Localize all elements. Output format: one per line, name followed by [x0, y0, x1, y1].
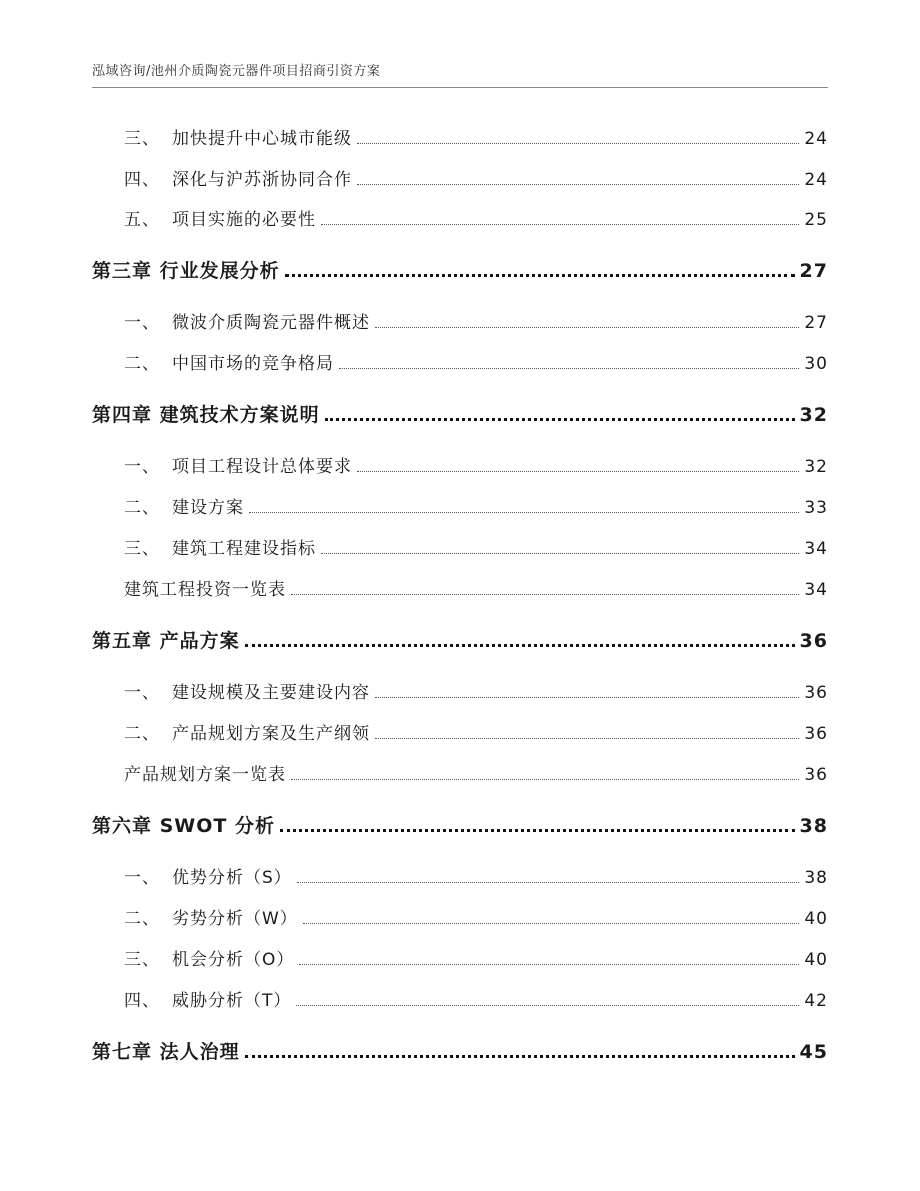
toc-page-number: 36 — [799, 630, 828, 652]
dot-leader — [357, 470, 799, 472]
toc-entry-label: 加快提升中心城市能级 — [172, 129, 352, 149]
toc-entry-title — [124, 205, 318, 230]
toc-page-number: 36 — [804, 765, 828, 785]
dot-leader — [280, 828, 795, 832]
toc-entry-title — [124, 308, 372, 333]
toc-entry-title — [92, 1037, 242, 1064]
toc-section-entry[interactable] — [124, 165, 828, 190]
toc-entry-title — [124, 986, 293, 1011]
toc-page-number: 38 — [799, 815, 828, 837]
toc-page-number: 33 — [804, 498, 828, 518]
dot-leader — [321, 223, 799, 225]
toc-page-number: 40 — [804, 950, 828, 970]
toc-entry-title — [124, 493, 246, 518]
toc-page-number: 32 — [804, 457, 828, 477]
toc-section-entry[interactable] — [124, 678, 828, 703]
toc-entry-number: 三、 — [124, 129, 160, 149]
toc-entry-label: 产品规划方案及生产纲领 — [172, 724, 370, 744]
toc-entry-label: 深化与沪苏浙协同合作 — [172, 170, 352, 190]
toc-chapter-entry[interactable] — [92, 626, 828, 653]
toc-entry-label: 第四章 建筑技术方案说明 — [92, 404, 320, 426]
toc-page-number: 36 — [804, 724, 828, 744]
toc-entry-title — [124, 945, 296, 970]
toc-page-number: 27 — [799, 260, 828, 282]
toc-page-number: 40 — [804, 909, 828, 929]
dot-leader — [339, 367, 799, 369]
toc-entry-label: 建设方案 — [172, 498, 244, 518]
toc-entry-number: 二、 — [124, 724, 160, 744]
toc-entry-number: 三、 — [124, 539, 160, 559]
dot-leader — [357, 142, 799, 144]
dot-leader — [245, 1054, 795, 1058]
toc-section-entry[interactable] — [124, 986, 828, 1011]
running-header: 泓域咨询/池州介质陶瓷元器件项目招商引资方案 — [92, 64, 381, 79]
toc-entry-number: 五、 — [124, 210, 160, 230]
toc-section-entry[interactable] — [124, 719, 828, 744]
toc-entry-title — [124, 863, 294, 888]
toc-entry-label: 建筑工程建设指标 — [172, 539, 316, 559]
toc-entry-number: 四、 — [124, 991, 160, 1011]
toc-entry-title — [124, 452, 354, 477]
dot-leader — [249, 511, 799, 513]
toc-entry-title — [92, 400, 322, 427]
toc-entry-number: 三、 — [124, 950, 160, 970]
toc-entry-label: 建筑工程投资一览表 — [124, 580, 286, 600]
toc-entry-title — [124, 575, 288, 600]
toc-section-entry[interactable] — [124, 534, 828, 559]
toc-section-entry[interactable] — [124, 945, 828, 970]
toc-entry-number: 一、 — [124, 457, 160, 477]
toc-entry-label: 第七章 法人治理 — [92, 1041, 240, 1063]
toc-section-entry[interactable] — [124, 349, 828, 374]
toc-page-number: 36 — [804, 683, 828, 703]
toc-chapter-entry[interactable] — [92, 811, 828, 838]
toc-entry-number: 一、 — [124, 683, 160, 703]
toc-entry-title — [124, 165, 354, 190]
toc-section-entry[interactable] — [124, 904, 828, 929]
dot-leader — [357, 183, 799, 185]
toc-entry-number: 四、 — [124, 170, 160, 190]
toc-page-number: 25 — [804, 210, 828, 230]
toc-entry-title — [124, 904, 300, 929]
toc-entry-label: 第五章 产品方案 — [92, 630, 240, 652]
toc-section-entry[interactable] — [124, 575, 828, 600]
toc-entry-label: 项目工程设计总体要求 — [172, 457, 352, 477]
toc-chapter-entry[interactable] — [92, 1037, 828, 1064]
toc-entry-number: 一、 — [124, 313, 160, 333]
dot-leader — [325, 417, 795, 421]
dot-leader — [297, 881, 800, 883]
toc-page-number: 34 — [804, 539, 828, 559]
dot-leader — [375, 696, 799, 698]
toc-chapter-entry[interactable] — [92, 400, 828, 427]
dot-leader — [285, 273, 795, 277]
toc-section-entry[interactable] — [124, 760, 828, 785]
dot-leader — [321, 552, 799, 554]
toc-entry-label: 第六章 SWOT 分析 — [92, 815, 275, 837]
toc-entry-label: 建设规模及主要建设内容 — [172, 683, 370, 703]
toc-section-entry[interactable] — [124, 308, 828, 333]
toc-chapter-entry[interactable] — [92, 256, 828, 283]
header-rule — [92, 87, 828, 88]
toc-page-number: 30 — [804, 354, 828, 374]
toc-entry-title — [92, 811, 277, 838]
toc-section-entry[interactable] — [124, 863, 828, 888]
toc-entry-title — [124, 678, 372, 703]
dot-leader — [245, 643, 795, 647]
toc-page-number: 38 — [804, 868, 828, 888]
toc-entry-title — [124, 349, 336, 374]
toc-entry-number: 二、 — [124, 909, 160, 929]
dot-leader — [291, 778, 799, 780]
toc-page-number: 24 — [804, 129, 828, 149]
dot-leader — [296, 1004, 799, 1006]
toc-entry-label: 微波介质陶瓷元器件概述 — [172, 313, 370, 333]
toc-entry-title — [124, 760, 288, 785]
toc-entry-label: 项目实施的必要性 — [172, 210, 316, 230]
toc-page-number: 42 — [804, 991, 828, 1011]
toc-section-entry[interactable] — [124, 124, 828, 149]
toc-page-number: 34 — [804, 580, 828, 600]
toc-page-number: 27 — [804, 313, 828, 333]
toc-entry-title — [92, 626, 242, 653]
toc-entry-title — [124, 534, 318, 559]
toc-page-number: 45 — [799, 1041, 828, 1063]
toc-page-number: 32 — [799, 404, 828, 426]
toc-entry-label: 威胁分析（T） — [172, 991, 292, 1011]
toc-section-entry[interactable] — [124, 205, 828, 230]
dot-leader — [375, 326, 799, 328]
toc-entry-title — [124, 719, 372, 744]
toc-entry-label: 产品规划方案一览表 — [124, 765, 286, 785]
toc-entry-title — [92, 256, 282, 283]
toc-section-entry[interactable] — [124, 452, 828, 477]
dot-leader — [375, 737, 799, 739]
dot-leader — [299, 963, 799, 965]
toc-entry-label: 劣势分析（W） — [172, 909, 298, 929]
toc-entry-label: 第三章 行业发展分析 — [92, 260, 280, 282]
toc-entry-label: 优势分析（S） — [172, 868, 292, 888]
toc-entry-label: 中国市场的竞争格局 — [172, 354, 334, 374]
toc-section-entry[interactable] — [124, 493, 828, 518]
toc-entry-label: 机会分析（O） — [172, 950, 295, 970]
toc-page-number: 24 — [804, 170, 828, 190]
toc-entry-number: 二、 — [124, 498, 160, 518]
toc-entry-number: 二、 — [124, 354, 160, 374]
toc-entry-title — [124, 124, 354, 149]
dot-leader — [303, 922, 800, 924]
toc-entry-number: 一、 — [124, 868, 160, 888]
dot-leader — [291, 593, 799, 595]
